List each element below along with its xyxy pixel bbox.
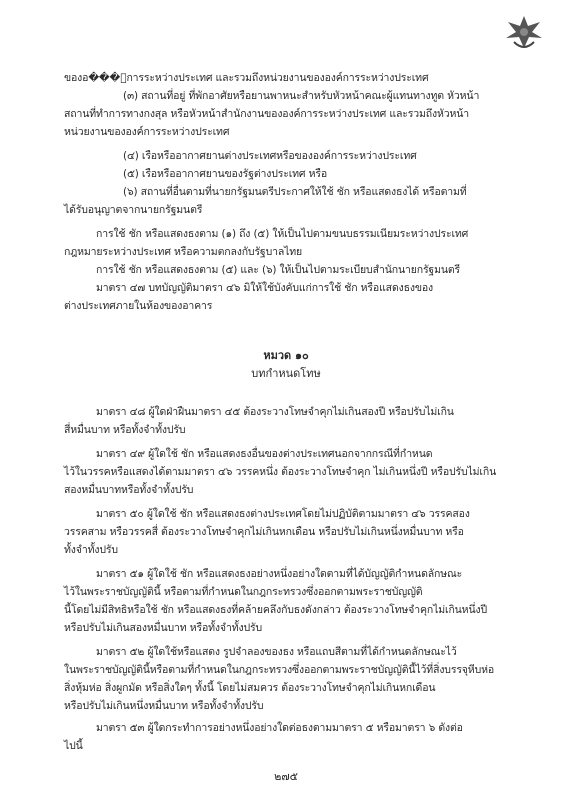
body-line-6: (๕) เรือหรืออากาศยานของรัฐต่างประเทศ หรือ	[123, 168, 328, 180]
body-line-25: หรือปรับไม่เกินสองหมื่นบาท หรือทั้งจำทั้งปรับ	[64, 622, 263, 634]
body-line-26: มาตรา ๕๒ ผู้ใดใช้หรือแสดง รูปจำลองของธง หรือแถบสีตามที่ได้กำหนดลักษณะไว้	[96, 646, 457, 658]
body-line-13: ต่างประเทศภายในห้องของอาคาร	[64, 300, 213, 312]
body-line-10: กฎหมายระหว่างประเทศ หรือความตกลงกับรัฐบาลไทย	[64, 246, 303, 258]
body-line-23: ไว้ในพระราชบัญญัตินี้ หรือตามที่กำหนดในกฎกระทรวงซึ่งออกตามพระราชบัญญัติ	[64, 586, 423, 598]
body-line-3: สถานที่ทำการทางกงสุล หรือหัวหน้าสำนักงานขององค์การระหว่างประเทศ และรวมถึงหัวหน้า	[64, 108, 470, 120]
page-number: ๒๗๕	[274, 770, 298, 783]
body-line-9: การใช้ ชัก หรือแสดงธงตาม (๑) ถึง (๕) ให้เป็นไปตามขนบธรรมเนียมระหว่างประเทศ	[96, 228, 469, 240]
body-line-18: สองหมื่นบาทหรือทั้งจำทั้งปรับ	[64, 484, 194, 496]
body-line-11: การใช้ ชัก หรือแสดงธงตาม (๕) และ (๖) ให้เป็นไปตามระเบียบสำนักนายกรัฐมนตรี	[96, 264, 461, 276]
body-line-27: ในพระราชบัญญัตินี้หรือตามที่กำหนดในกฎกระทรวงซึ่งออกตามพระราชบัญญัตินี้ไว้ที่สิ่งบรรจุหีบห่อ	[64, 664, 495, 676]
body-line-12: มาตรา ๔๗ บทบัญญัติมาตรา ๔๖ มิให้ใช้บังคับแก่การใช้ ชัก หรือแสดงธงของ	[96, 282, 433, 294]
body-line-16: มาตรา ๔๙ ผู้ใดใช้ ชัก หรือแสดงธงอื่นของต่างประเทศนอกจากกรณีที่กำหนด	[96, 448, 433, 460]
body-line-22: มาตรา ๕๑ ผู้ใดใช้ ชัก หรือแสดงธงอย่างหนึ่งอย่างใดตามที่ได้บัญญัติกำหนดลักษณะ	[96, 568, 463, 580]
body-line-7: (๖) สถานที่อื่นตามที่นายกรัฐมนตรีประกาศให้ใช้ ชัก หรือแสดงธงได้ หรือตามที่	[123, 186, 467, 198]
body-line-8: ได้รับอนุญาตจากนายกรัฐมนตรี	[64, 204, 203, 216]
body-line-24: นี้โดยไม่มีสิทธิหรือใช้ ชัก หรือแสดงธงที่คล้ายคลึงกับธงดังกล่าว ต้องระวางโทษจำคุกไม่เกินหนึ่งปี	[64, 604, 487, 616]
body-line-15: สี่หมื่นบาท หรือทั้งจำทั้งปรับ	[64, 424, 186, 436]
body-line-2: (๓) สถานที่อยู่ ที่พักอาศัยหรือยานพาหนะสำหรับหัวหน้าคณะผู้แทนทางทูต หัวหน้า	[123, 90, 480, 102]
body-line-4: หน่วยงานขององค์การระหว่างประเทศ	[64, 126, 230, 138]
body-line-30: มาตรา ๕๓ ผู้ใดกระทำการอย่างหนึ่งอย่างใดต่อธงตามมาตรา ๕ หรือมาตรา ๖ ดังต่อ	[96, 722, 463, 734]
chapter-title: บทกำหนดโทษ	[251, 367, 321, 380]
body-line-20: วรรคสาม หรือวรรคสี่ ต้องระวางโทษจำคุกไม่เกินหกเดือน หรือปรับไม่เกินหนึ่งหมื่นบาท หรือ	[64, 526, 464, 538]
body-line-17: ไว้ในวรรคหรือแสดงได้ตามมาตรา ๔๖ วรรคหนึ่ง ต้องระวางโทษจำคุก ไม่เกินหนึ่งปี หรือปรับไม่เกิน	[64, 466, 497, 478]
body-line-28: สิ่งหุ้มห่อ สิ่งผูกมัด หรือสิ่งใดๆ ทั้งนี้ โดยไม่สมควร ต้องระวางโทษจำคุกไม่เกินหกเดือน	[64, 682, 436, 694]
body-line-1: ของอ���์การระหว่างประเทศ และรวมถึงหน่วยงานขององค์การระหว่างประเทศ	[64, 72, 429, 84]
body-line-5: (๔) เรือหรืออากาศยานต่างประเทศหรือขององค์การระหว่างประเทศ	[123, 150, 417, 162]
body-line-31: ไปนี้	[64, 740, 83, 752]
chapter-number: หมวด ๑๐	[263, 349, 309, 362]
body-line-21: ทั้งจำทั้งปรับ	[64, 544, 118, 556]
body-line-19: มาตรา ๕๐ ผู้ใดใช้ ชัก หรือแสดงธงต่างประเทศโดยไม่ปฏิบัติตามมาตรา ๔๖ วรรคสอง	[96, 508, 470, 520]
body-line-29: หรือปรับไม่เกินหนึ่งหมื่นบาท หรือทั้งจำทั้งปรับ	[64, 700, 264, 712]
body-line-14: มาตรา ๔๘ ผู้ใดฝ่าฝืนมาตรา ๔๕ ต้องระวางโทษจำคุกไม่เกินสองปี หรือปรับไม่เกิน	[96, 406, 454, 418]
garuda-emblem-icon	[502, 12, 546, 52]
